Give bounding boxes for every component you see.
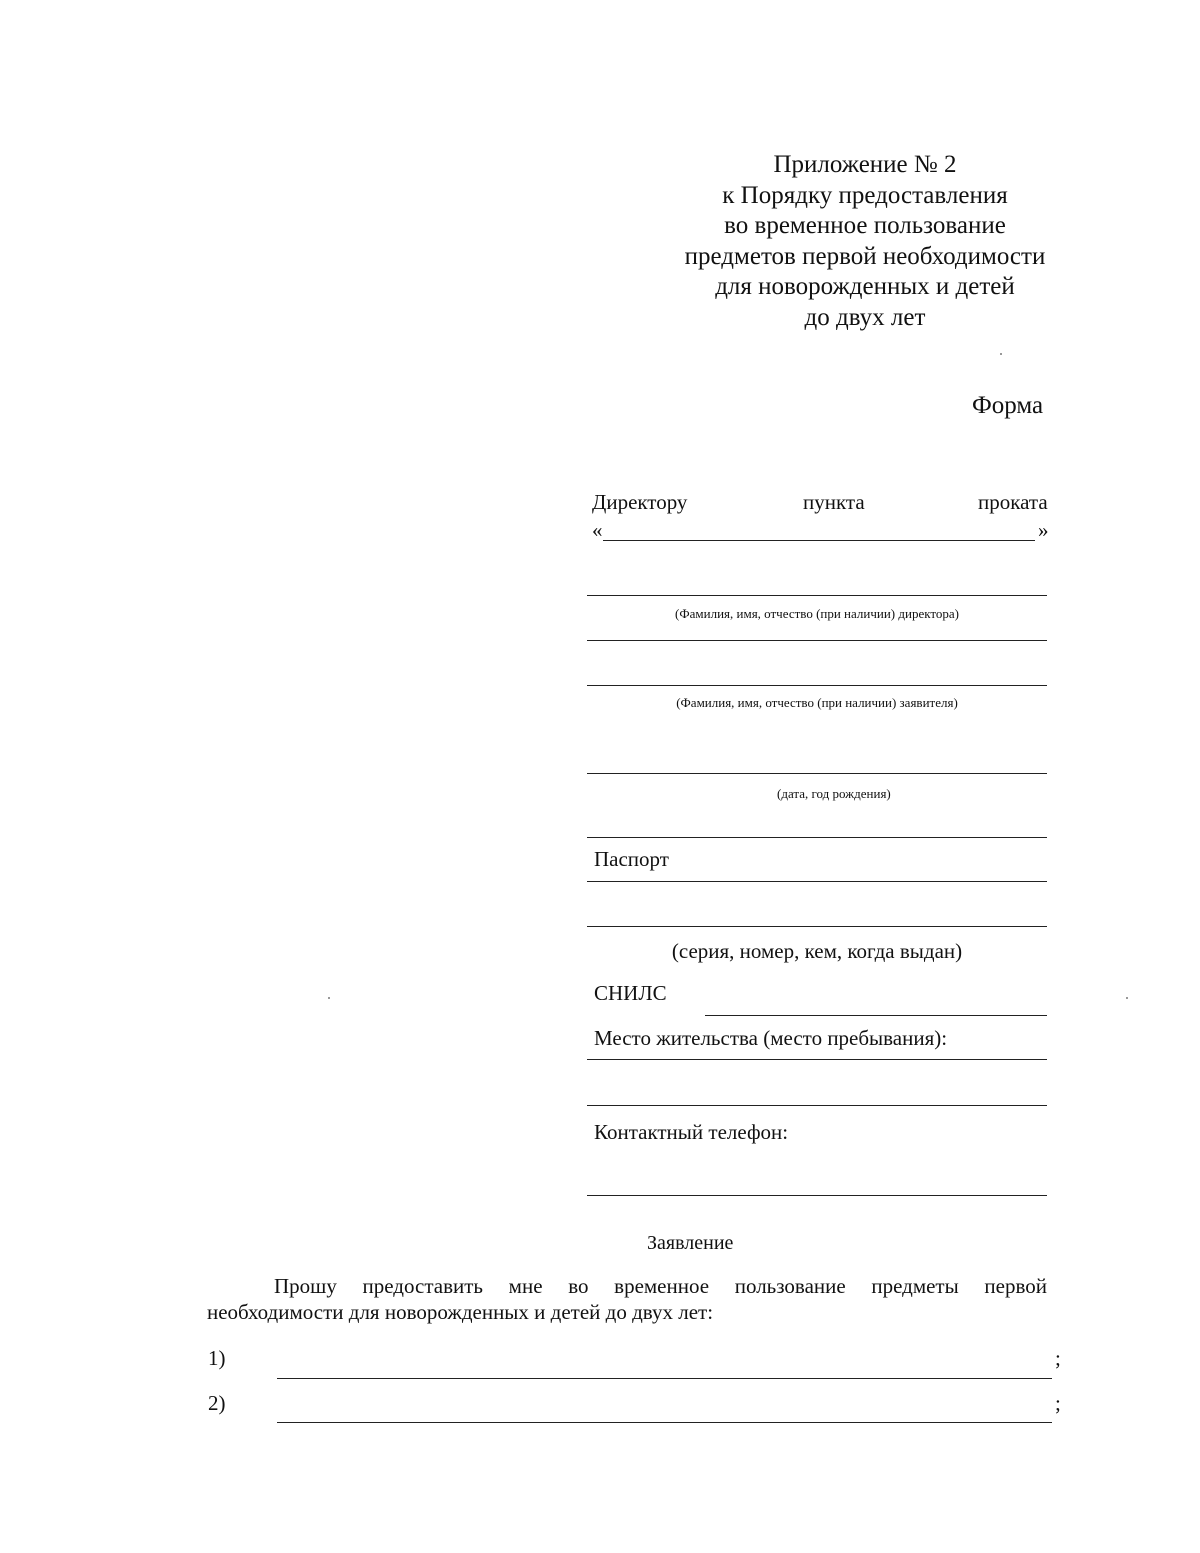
appendix-header	[640, 150, 1090, 333]
scan-speck	[328, 997, 330, 999]
residence-line-1	[587, 1059, 1047, 1060]
phone-label: Контактный телефон:	[594, 1120, 789, 1144]
statement-intro-line-2: необходимости для новорожденных и детей до двух лет:	[207, 1300, 714, 1324]
residence-label: Место жительства (место пребывания):	[594, 1026, 948, 1050]
statement-title: Заявление	[647, 1232, 734, 1254]
appendix-line: для новорожденных и детей	[715, 273, 1015, 300]
appendix-line: предметов первой необходимости	[684, 242, 1046, 270]
rental-point-name-line	[603, 540, 1035, 541]
addressee-word-rental: проката	[978, 490, 1048, 514]
scan-speck	[1000, 353, 1002, 355]
intro-word: временное	[614, 1274, 710, 1298]
director-caption: (Фамилия, имя, отчество (при наличии) директора)	[675, 606, 959, 621]
intro-word: пользование	[734, 1274, 846, 1298]
snils-line	[705, 1015, 1047, 1016]
passport-line-2	[587, 926, 1047, 927]
appendix-line: во временное пользование	[724, 212, 1006, 239]
phone-line	[587, 1195, 1047, 1196]
passport-line-1	[587, 881, 1047, 882]
quote-close: »	[1038, 518, 1049, 542]
appendix-line: Приложение № 2	[773, 151, 957, 178]
residence-line-2	[587, 1105, 1047, 1106]
applicant-caption: (Фамилия, имя, отчество (при наличии) заявителя)	[676, 695, 958, 710]
item-1-line	[277, 1378, 1052, 1379]
item-end: ;	[1055, 1391, 1061, 1415]
director-name-line	[587, 595, 1047, 596]
snils-label: СНИЛС	[594, 981, 667, 1005]
intro-word: первой	[984, 1274, 1047, 1298]
appendix-line: до двух лет	[804, 303, 926, 331]
item-number: 1)	[208, 1346, 226, 1370]
addressee-word-director: Директору	[592, 490, 688, 514]
passport-label: Паспорт	[594, 847, 669, 871]
scan-speck	[1126, 997, 1128, 999]
passport-caption: (серия, номер, кем, когда выдан)	[671, 939, 963, 963]
statement-intro	[207, 1273, 1047, 1325]
birth-date-line	[587, 773, 1047, 774]
addressee-word-point: пункта	[803, 490, 865, 514]
birth-caption: (дата, год рождения)	[777, 786, 891, 801]
appendix-line: к Порядку предоставления	[722, 181, 1008, 209]
intro-word: во	[568, 1274, 589, 1298]
quote-open: «	[592, 518, 603, 542]
intro-word: предметы	[871, 1274, 959, 1298]
statement-intro-line-1	[207, 1273, 1047, 1299]
applicant-name-line-1	[587, 640, 1047, 641]
item-2-line	[277, 1422, 1052, 1423]
birth-extra-line	[587, 837, 1047, 838]
intro-word: Прошу	[274, 1274, 337, 1298]
form-label: Форма	[972, 392, 1044, 419]
applicant-name-line-2	[587, 685, 1047, 686]
intro-word: мне	[508, 1274, 543, 1298]
item-number: 2)	[208, 1391, 226, 1415]
intro-word: предоставить	[362, 1274, 483, 1298]
item-end: ;	[1055, 1346, 1061, 1370]
